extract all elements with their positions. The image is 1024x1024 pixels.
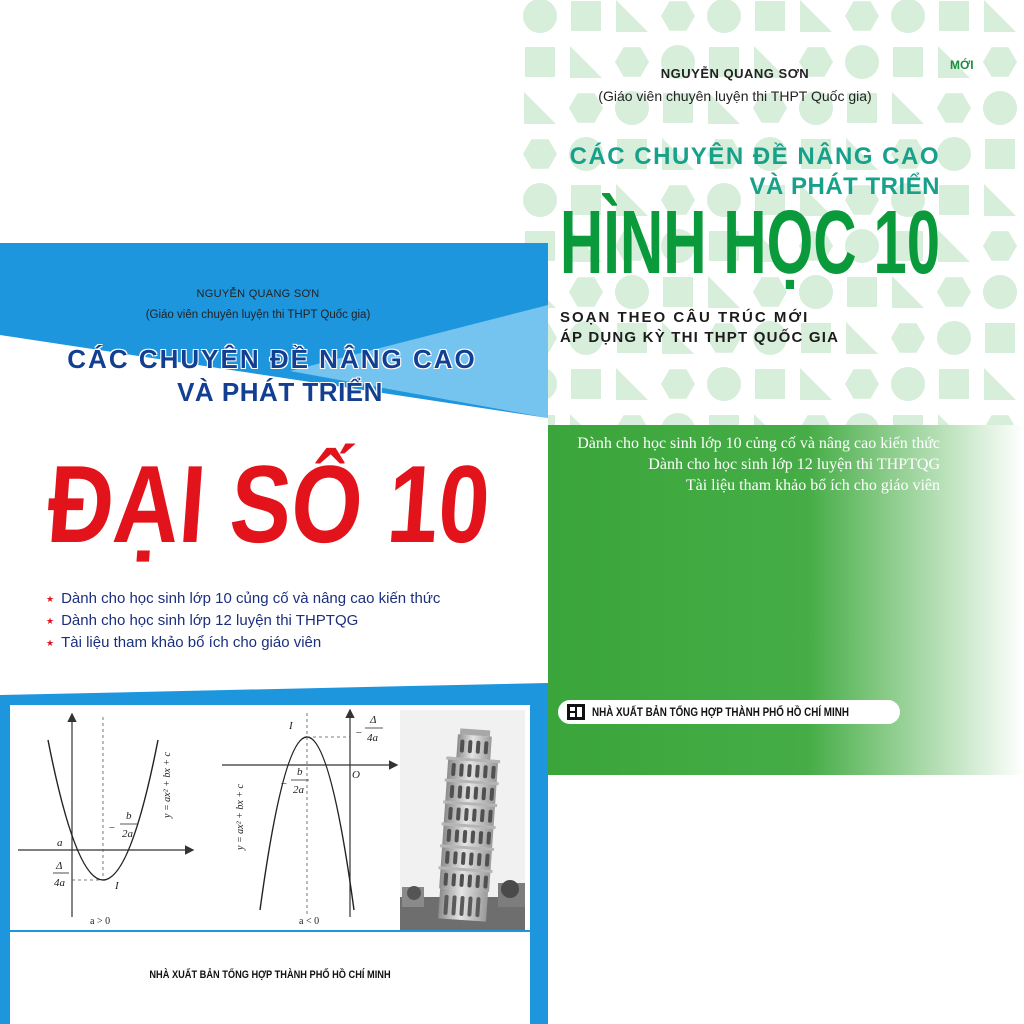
pattern-circle	[937, 321, 971, 355]
pattern-square	[755, 369, 785, 399]
pattern-triangle	[984, 368, 1016, 400]
series-title-line2: VÀ PHÁT TRIỂN	[177, 377, 383, 407]
pattern-circle	[707, 367, 741, 401]
publisher-name: NHÀ XUẤT BẢN TỔNG HỢP THÀNH PHỐ HỒ CHÍ MINH	[149, 969, 391, 981]
author-name: NGUYỄN QUANG SƠN	[196, 288, 320, 300]
publisher-footer	[10, 932, 530, 1024]
pattern-square	[893, 47, 923, 77]
feature-line: Dành cho học sinh lớp 12 luyện thi THPTQG	[648, 456, 940, 473]
book-title: HÌNH HỌC 10	[559, 193, 940, 293]
pattern-circle	[891, 0, 925, 33]
right-book-cover	[518, 0, 1024, 775]
green-feature-band	[545, 425, 1024, 775]
publisher-logo-icon	[567, 704, 585, 720]
pattern-circle	[523, 0, 557, 33]
pattern-circle	[983, 275, 1017, 309]
pattern-triangle	[984, 0, 1016, 32]
label-delta: Δ	[56, 860, 63, 872]
pattern-triangle	[616, 368, 648, 400]
feature-bullet: ★ Dành cho học sinh lớp 10 củng cố và nâng cao kiến thức	[46, 590, 440, 607]
author-role: (Giáo viên chuyên luyện thi THPT Quốc gia)	[598, 88, 872, 104]
pattern-hexagon	[523, 139, 557, 168]
pattern-circle	[891, 367, 925, 401]
pattern-circle	[983, 91, 1017, 125]
pattern-square	[755, 1, 785, 31]
subtitle-line1: SOẠN THEO CÂU TRÚC MỚI	[560, 309, 810, 326]
feature-bullet: ★ Dành cho học sinh lớp 12 luyện thi THPTQG	[46, 612, 358, 629]
label-2a: 2a	[293, 784, 304, 796]
publisher-name: NHÀ XUẤT BẢN TỔNG HỢP THÀNH PHỐ HỒ CHÍ MINH	[592, 705, 849, 719]
feature-bullet: ★ Tài liệu tham khảo bổ ích cho giáo viên	[46, 634, 321, 651]
equation-label: y = ax² + bx + c	[162, 752, 173, 818]
equation-label: y = ax² + bx + c	[235, 784, 246, 850]
pattern-square	[939, 185, 969, 215]
pattern-triangle	[938, 230, 970, 262]
label-vertex: I	[289, 720, 293, 732]
label-a: a	[57, 837, 63, 849]
pattern-hexagon	[845, 369, 879, 398]
feature-line: Dành cho học sinh lớp 10 củng cố và nâng cao kiến thức	[577, 435, 940, 452]
series-title-line2: VÀ PHÁT TRIỂN	[749, 173, 940, 200]
new-badge: MỚI	[950, 58, 974, 72]
label-b: b	[297, 766, 303, 778]
feature-line: Tài liệu tham khảo bổ ích cho giáo viên	[685, 477, 940, 494]
left-book-cover	[0, 243, 548, 1024]
parabola-graphs	[10, 705, 530, 930]
series-title-line1: CÁC CHUYÊN ĐỀ NÂNG CAO	[569, 143, 940, 170]
pattern-hexagon	[661, 1, 695, 30]
pattern-hexagon	[983, 231, 1017, 260]
pattern-hexagon	[891, 323, 925, 352]
graph-upward-parabola	[18, 715, 192, 927]
pattern-square	[571, 1, 601, 31]
pattern-hexagon	[937, 277, 971, 306]
label-4a: 4a	[54, 877, 65, 889]
label-vertex: I	[115, 880, 119, 892]
pattern-square	[939, 1, 969, 31]
leaning-tower-image	[400, 710, 525, 930]
photo-tree	[501, 880, 519, 898]
pattern-square	[571, 369, 601, 399]
condition-label: a < 0	[299, 916, 320, 927]
pattern-hexagon	[937, 93, 971, 122]
pattern-circle	[523, 183, 557, 217]
pattern-square	[985, 323, 1015, 353]
graph-downward-parabola	[222, 711, 396, 927]
pattern-square	[985, 139, 1015, 169]
label-minus: −	[108, 822, 116, 834]
condition-label: a > 0	[90, 916, 111, 927]
pattern-triangle	[570, 46, 602, 78]
label-minus: −	[280, 778, 288, 790]
pattern-triangle	[616, 0, 648, 32]
label-b: b	[126, 810, 132, 822]
pattern-triangle	[846, 322, 878, 354]
label-minus: −	[355, 727, 363, 739]
book-title: ĐẠI SỐ 10	[43, 443, 494, 566]
publisher-badge	[558, 700, 900, 724]
series-title-line1: CÁC CHUYÊN ĐỀ NÂNG CAO	[67, 344, 477, 374]
pattern-square	[525, 47, 555, 77]
author-name: NGUYỄN QUANG SƠN	[660, 66, 810, 81]
author-role: (Giáo viên chuyên luyện thi THPT Quốc gia)	[145, 309, 371, 321]
label-origin: O	[352, 769, 360, 781]
pattern-hexagon	[983, 47, 1017, 76]
pattern-triangle	[800, 368, 832, 400]
graph-illustration-panel	[10, 705, 530, 930]
pattern-triangle	[984, 184, 1016, 216]
pattern-triangle	[800, 0, 832, 32]
pattern-circle	[707, 0, 741, 33]
pattern-triangle	[524, 92, 556, 124]
pattern-circle	[937, 137, 971, 171]
pattern-hexagon	[845, 1, 879, 30]
photo-tree	[407, 886, 421, 900]
pattern-square	[939, 369, 969, 399]
label-4a: 4a	[367, 732, 378, 744]
subtitle-line2: ÁP DỤNG KỲ THI THPT QUỐC GIA	[560, 329, 840, 346]
label-delta: Δ	[370, 714, 377, 726]
pattern-hexagon	[661, 369, 695, 398]
label-2a: 2a	[122, 828, 133, 840]
